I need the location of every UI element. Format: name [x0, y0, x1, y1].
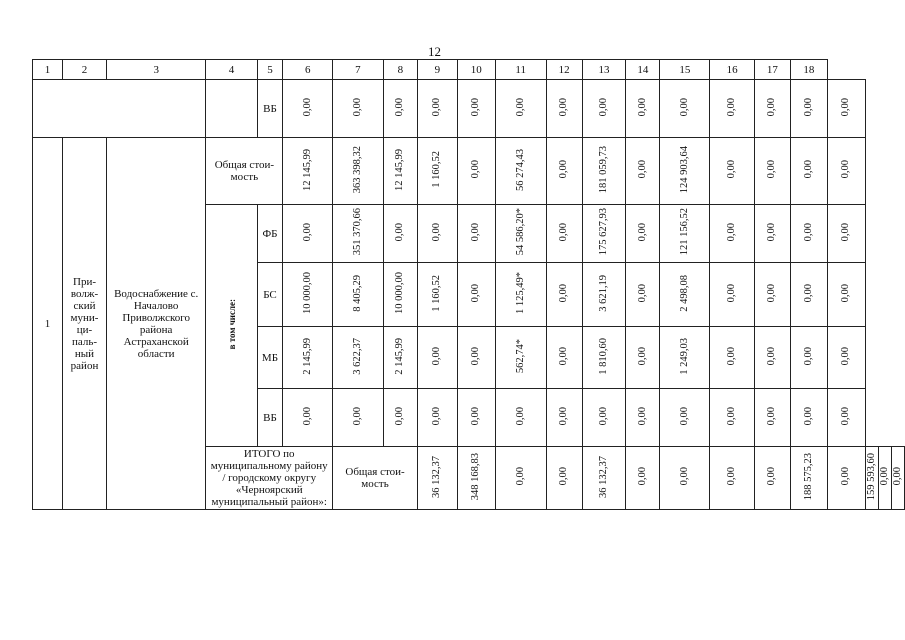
value-cell — [710, 263, 754, 327]
value-cell — [790, 263, 827, 327]
value-text: 0,00 — [802, 160, 814, 179]
value-cell — [383, 327, 417, 389]
value-text: 0,00 — [431, 97, 443, 117]
value-text: 3 622,37 — [351, 337, 363, 375]
value-text: 0,00 — [470, 97, 482, 117]
value-cell — [283, 327, 333, 389]
column-header: 13 — [582, 60, 625, 80]
value-cell — [754, 447, 790, 510]
value-text: 0,00 — [470, 406, 482, 426]
value-text: 2 498,08 — [678, 274, 690, 312]
value-cell — [383, 389, 417, 447]
value-cell — [660, 389, 710, 447]
value-text: 36 132,37 — [597, 455, 609, 498]
column-header: 17 — [754, 60, 790, 80]
value-cell — [333, 327, 384, 389]
value-cell — [626, 205, 660, 263]
value-cell — [546, 389, 582, 447]
value-cell — [418, 138, 458, 205]
value-cell — [546, 263, 582, 327]
project-number: 1 — [33, 138, 63, 510]
value-text: 2 145,99 — [301, 337, 313, 375]
value-cell — [660, 138, 710, 205]
value-cell — [626, 327, 660, 389]
value-text: 0,00 — [636, 97, 648, 117]
value-text: 0,00 — [802, 97, 814, 117]
value-cell — [582, 263, 625, 327]
value-text: 0,00 — [301, 222, 313, 242]
source-cell: ВБ — [257, 80, 283, 138]
value-cell — [283, 263, 333, 327]
value-cell — [827, 327, 865, 389]
value-cell — [333, 205, 384, 263]
value-text: 0,00 — [470, 222, 482, 242]
value-text: 0,00 — [431, 406, 443, 426]
value-text: 8 405,29 — [351, 274, 363, 312]
value-text: 0,00 — [840, 222, 852, 242]
value-text: 0,00 — [636, 160, 648, 179]
value-text: 0,00 — [636, 406, 648, 426]
source-cell: ВБ — [257, 389, 283, 447]
value-cell — [710, 205, 754, 263]
value-text: 0,00 — [726, 97, 738, 117]
value-text: 0,00 — [558, 222, 570, 242]
value-text: 0,00 — [470, 283, 482, 303]
budget-table — [32, 59, 905, 510]
value-cell — [827, 389, 865, 447]
header-row — [33, 60, 905, 80]
value-cell — [495, 205, 546, 263]
value-cell — [383, 138, 417, 205]
value-text: 121 156,52 — [678, 208, 690, 256]
value-text: 0,00 — [558, 283, 570, 303]
value-text: 0,00 — [726, 222, 738, 242]
value-cell — [457, 263, 495, 327]
value-cell — [383, 263, 417, 327]
value-cell — [495, 138, 546, 205]
value-cell — [418, 389, 458, 447]
value-text: 0,00 — [766, 467, 778, 486]
value-text: 0,00 — [802, 406, 814, 426]
value-text: 1 125,49* — [514, 272, 526, 314]
value-text: 188 575,23 — [802, 452, 814, 501]
value-cell — [418, 327, 458, 389]
source-cell: ФБ — [257, 205, 283, 263]
value-text: 0,00 — [840, 160, 852, 179]
value-cell — [283, 138, 333, 205]
value-text: 348 168,83 — [470, 452, 482, 501]
value-cell — [457, 138, 495, 205]
value-text: 56 274,43 — [514, 148, 526, 191]
value-text: 10 000,00 — [394, 272, 406, 314]
value-cell — [626, 389, 660, 447]
value-text: 0,00 — [597, 406, 609, 426]
value-text: 0,00 — [514, 97, 526, 117]
page-number: 12 — [428, 44, 441, 59]
value-text: 159 593,60 — [866, 452, 877, 501]
value-cell — [546, 205, 582, 263]
value-cell — [626, 447, 660, 510]
value-cell — [418, 205, 458, 263]
column-header: 4 — [206, 60, 257, 80]
value-cell — [892, 447, 905, 510]
value-text: 0,00 — [766, 160, 778, 179]
including-label: в том числе: — [226, 298, 237, 350]
value-text: 0,00 — [892, 467, 903, 486]
value-cell — [660, 205, 710, 263]
value-cell — [333, 389, 384, 447]
value-text: 0,00 — [470, 160, 482, 179]
value-text: 0,00 — [802, 222, 814, 242]
value-text: 0,00 — [394, 97, 406, 117]
value-cell — [457, 389, 495, 447]
value-text: 0,00 — [840, 283, 852, 303]
value-text: 10 000,00 — [301, 272, 313, 314]
value-cell — [418, 263, 458, 327]
value-cell — [383, 80, 417, 138]
source-cell: БС — [257, 263, 283, 327]
value-text: 54 586,20* — [514, 208, 526, 256]
value-cell — [626, 138, 660, 205]
value-text: 0,00 — [636, 467, 648, 486]
project-name: Водоснабжение с. Началово Приволжского района Астраханской области — [106, 138, 205, 510]
value-cell — [457, 447, 495, 510]
value-text: 0,00 — [636, 346, 648, 366]
empty-cell — [33, 80, 206, 138]
value-text: 0,00 — [766, 222, 778, 242]
value-cell — [418, 80, 458, 138]
total-cost-label: Общая стои-мость — [206, 138, 283, 205]
value-text: 0,00 — [351, 406, 363, 426]
column-header: 14 — [626, 60, 660, 80]
value-cell — [827, 263, 865, 327]
value-cell — [495, 447, 546, 510]
value-cell — [754, 205, 790, 263]
value-text: 12 145,99 — [301, 148, 313, 191]
value-text: 0,00 — [802, 283, 814, 303]
value-cell — [283, 80, 333, 138]
value-text: 0,00 — [597, 97, 609, 117]
value-cell — [790, 205, 827, 263]
value-text: 0,00 — [558, 346, 570, 366]
value-text: 0,00 — [726, 406, 738, 426]
value-cell — [546, 80, 582, 138]
value-cell — [660, 80, 710, 138]
value-text: 2 145,99 — [394, 337, 406, 375]
column-header: 9 — [418, 60, 458, 80]
value-text: 3 621,19 — [597, 274, 609, 312]
column-header: 5 — [257, 60, 283, 80]
value-cell — [827, 138, 865, 205]
value-cell — [283, 205, 333, 263]
value-cell — [790, 389, 827, 447]
value-cell — [582, 447, 625, 510]
value-text: 0,00 — [431, 222, 443, 242]
value-cell — [710, 138, 754, 205]
value-text: 0,00 — [431, 346, 443, 366]
value-cell — [626, 263, 660, 327]
column-header: 8 — [383, 60, 417, 80]
value-text: 1 160,52 — [431, 151, 443, 188]
value-cell — [546, 138, 582, 205]
value-text: 0,00 — [840, 346, 852, 366]
value-cell — [879, 447, 892, 510]
value-text: 0,00 — [558, 406, 570, 426]
value-cell — [710, 80, 754, 138]
column-header: 11 — [495, 60, 546, 80]
value-text: 0,00 — [802, 346, 814, 366]
value-text: 0,00 — [726, 283, 738, 303]
value-text: 0,00 — [301, 97, 313, 117]
value-text: 0,00 — [840, 406, 852, 426]
value-text: 0,00 — [678, 97, 690, 117]
value-text: 0,00 — [351, 97, 363, 117]
value-text: 0,00 — [514, 406, 526, 426]
column-header: 18 — [790, 60, 827, 80]
value-cell — [582, 80, 625, 138]
value-text: 0,00 — [840, 467, 852, 486]
value-text: 363 398,32 — [351, 145, 363, 194]
value-cell — [283, 389, 333, 447]
value-text: 181 059,73 — [597, 145, 609, 194]
column-header: 10 — [457, 60, 495, 80]
value-text: 124 903,64 — [678, 145, 690, 194]
value-text: 0,00 — [766, 97, 778, 117]
value-text: 36 132,37 — [431, 455, 443, 498]
value-cell — [495, 80, 546, 138]
value-text: 1 249,03 — [678, 337, 690, 375]
value-cell — [546, 447, 582, 510]
value-text: 0,00 — [636, 222, 648, 242]
empty-cell — [206, 80, 257, 138]
column-header: 12 — [546, 60, 582, 80]
value-text: 0,00 — [766, 346, 778, 366]
value-text: 0,00 — [394, 222, 406, 242]
value-cell — [418, 447, 458, 510]
value-cell — [790, 327, 827, 389]
value-cell — [710, 447, 754, 510]
value-cell — [790, 80, 827, 138]
total-cost-label: Общая стои-мость — [333, 447, 418, 510]
value-cell — [710, 389, 754, 447]
value-cell — [495, 327, 546, 389]
value-cell — [754, 138, 790, 205]
value-text: 0,00 — [558, 160, 570, 179]
value-text: 12 145,99 — [394, 148, 406, 191]
value-text: 0,00 — [678, 467, 690, 486]
value-text: 0,00 — [766, 406, 778, 426]
value-cell — [754, 327, 790, 389]
value-cell — [457, 205, 495, 263]
value-cell — [495, 389, 546, 447]
value-text: 0,00 — [558, 97, 570, 117]
value-text: 0,00 — [766, 283, 778, 303]
value-text: 0,00 — [726, 467, 738, 486]
value-cell — [790, 138, 827, 205]
value-cell — [754, 80, 790, 138]
value-text: 0,00 — [678, 406, 690, 426]
value-cell — [333, 80, 384, 138]
value-text: 175 627,93 — [597, 208, 609, 256]
value-cell — [626, 80, 660, 138]
value-cell — [827, 447, 865, 510]
source-cell: МБ — [257, 327, 283, 389]
column-header: 7 — [333, 60, 384, 80]
value-text: 0,00 — [636, 283, 648, 303]
value-text: 1 810,60 — [597, 337, 609, 375]
value-text: 0,00 — [514, 467, 526, 486]
value-cell — [790, 447, 827, 510]
value-text: 0,00 — [879, 467, 890, 486]
value-cell — [582, 138, 625, 205]
column-header: 6 — [283, 60, 333, 80]
value-text: 0,00 — [840, 97, 852, 117]
value-text: 562,74* — [514, 338, 526, 374]
district-name: При-волж-ский муни-ци-паль-ный район — [63, 138, 107, 510]
column-header: 3 — [106, 60, 205, 80]
value-cell — [457, 327, 495, 389]
value-text: 0,00 — [470, 346, 482, 366]
table-row — [33, 80, 905, 138]
column-header: 16 — [710, 60, 754, 80]
value-cell — [660, 327, 710, 389]
value-cell — [582, 327, 625, 389]
column-header: 1 — [33, 60, 63, 80]
value-text: 351 370,66 — [351, 208, 363, 256]
table-row — [33, 138, 905, 205]
value-cell — [754, 263, 790, 327]
value-cell — [754, 389, 790, 447]
column-header: 2 — [63, 60, 107, 80]
value-cell — [495, 263, 546, 327]
value-cell — [457, 80, 495, 138]
value-cell — [582, 205, 625, 263]
value-text: 0,00 — [394, 406, 406, 426]
value-cell — [333, 263, 384, 327]
value-text: 0,00 — [301, 406, 313, 426]
value-text: 0,00 — [726, 160, 738, 179]
value-cell — [546, 327, 582, 389]
value-cell — [866, 447, 879, 510]
value-cell — [827, 205, 865, 263]
value-cell — [660, 447, 710, 510]
value-cell — [710, 327, 754, 389]
value-cell — [660, 263, 710, 327]
column-header: 15 — [660, 60, 710, 80]
value-cell — [582, 389, 625, 447]
value-cell — [333, 138, 384, 205]
including-label-cell — [206, 205, 257, 447]
value-text: 1 160,52 — [431, 274, 443, 312]
value-cell — [383, 205, 417, 263]
value-text: 0,00 — [558, 467, 570, 486]
value-text: 0,00 — [726, 346, 738, 366]
total-label: ИТОГО по муниципальному району / городскому округу «Черноярский муниципальный район»: — [206, 447, 333, 510]
value-cell — [827, 80, 865, 138]
